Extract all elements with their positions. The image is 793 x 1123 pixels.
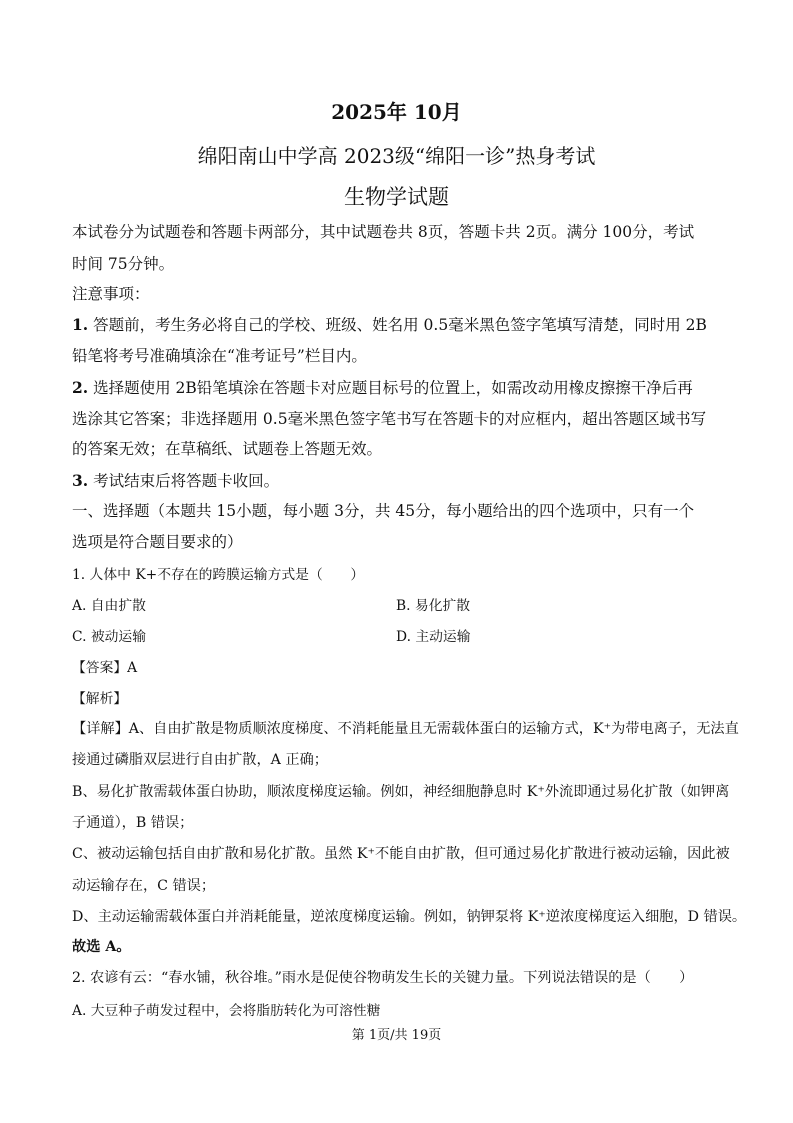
- notice-number: 3.: [72, 471, 89, 490]
- question-1-detail: 接通过磷脂双层进行自由扩散，A 正确；: [72, 752, 328, 768]
- question-1-option-b: B. 易化扩散: [396, 598, 471, 614]
- notice-item-2-cont: 选涂其它答案；非选择题用 0.5毫米黑色签字笔书写在答题卡的对应框内，超出答题区域书写: [72, 410, 707, 428]
- intro-line: 时间 75分钟。: [72, 255, 175, 273]
- notice-text: 答题前，考生务必将自己的学校、班级、姓名用 0.5毫米黑色签字笔填写清楚，同时用 2B: [93, 316, 707, 334]
- question-1-option-a: A. 自由扩散: [72, 598, 146, 614]
- exam-title: 绵阳南山中学高 2023级“绵阳一诊”热身考试: [197, 144, 596, 168]
- question-1-stem: 1. 人体中 K+不存在的跨膜运输方式是（ ）: [72, 567, 365, 583]
- question-2-stem: 2. 农谚有云：“春水铺，秋谷堆。”雨水是促使谷物萌发生长的关键力量。下列说法错误的是（ ）: [72, 970, 694, 986]
- notice-item-2-cont: 的答案无效；在草稿纸、试题卷上答题无效。: [72, 440, 383, 458]
- section-heading-cont: 选项是符合题目要求的）: [72, 533, 243, 551]
- question-1-detail: D、主动运输需载体蛋白并消耗能量，逆浓度梯度运输。例如，钠钾泵将 K⁺逆浓度梯度运入细胞，D 错误。: [72, 909, 747, 925]
- exam-date: 2025年 10月: [331, 100, 462, 124]
- section-heading: 一、选择题（本题共 15小题，每小题 3分，共 45分，每小题给出的四个选项中，只有一个: [72, 502, 695, 520]
- page-number: 第 1页/共 19页: [351, 1028, 442, 1043]
- notice-text: 选择题使用 2B铅笔填涂在答题卡对应题目标号的位置上，如需改动用橡皮擦擦干净后再: [93, 379, 693, 397]
- question-1-analysis-label: 【解析】: [72, 691, 128, 707]
- notice-number: 2.: [72, 378, 89, 397]
- subject-title: 生物学试题: [344, 185, 449, 209]
- question-1-detail: 【详解】A、自由扩散是物质顺浓度梯度、不消耗能量且无需载体蛋白的运输方式，K⁺为带电离子，无法直: [72, 721, 739, 737]
- notice-item-2: [72, 376, 693, 398]
- question-1-option-c: C. 被动运输: [72, 629, 147, 645]
- notice-item-3: [72, 469, 279, 491]
- question-1-option-d: D. 主动运输: [396, 629, 471, 645]
- intro-line: 本试卷分为试题卷和答题卡两部分，其中试题卷共 8页，答题卡共 2页。满分 100分，考试: [72, 223, 695, 241]
- question-2-option-a: A. 大豆种子萌发过程中，会将脂肪转化为可溶性糖: [72, 1003, 381, 1019]
- notice-number: 1.: [72, 315, 89, 334]
- notice-text: 考试结束后将答题卡收回。: [93, 472, 280, 490]
- question-1-answer: 【答案】A: [72, 660, 138, 676]
- question-1-conclusion: 故选 A。: [72, 939, 131, 955]
- question-1-detail: C、被动运输包括自由扩散和易化扩散。虽然 K⁺不能自由扩散，但可通过易化扩散进行被动运输，因此被: [72, 846, 730, 862]
- question-1-detail: 动运输存在，C 错误；: [72, 878, 216, 894]
- notice-title: 注意事项：: [72, 285, 150, 303]
- question-1-detail: B、易化扩散需载体蛋白协助，顺浓度梯度运输。例如，神经细胞静息时 K⁺外流即通过易化扩散（如钾离: [72, 784, 730, 800]
- question-1-detail: 子通道），B 错误；: [72, 815, 194, 831]
- notice-item-1: [72, 313, 707, 335]
- notice-item-1-cont: 铅笔将考号准确填涂在“准考证号”栏目内。: [72, 347, 367, 365]
